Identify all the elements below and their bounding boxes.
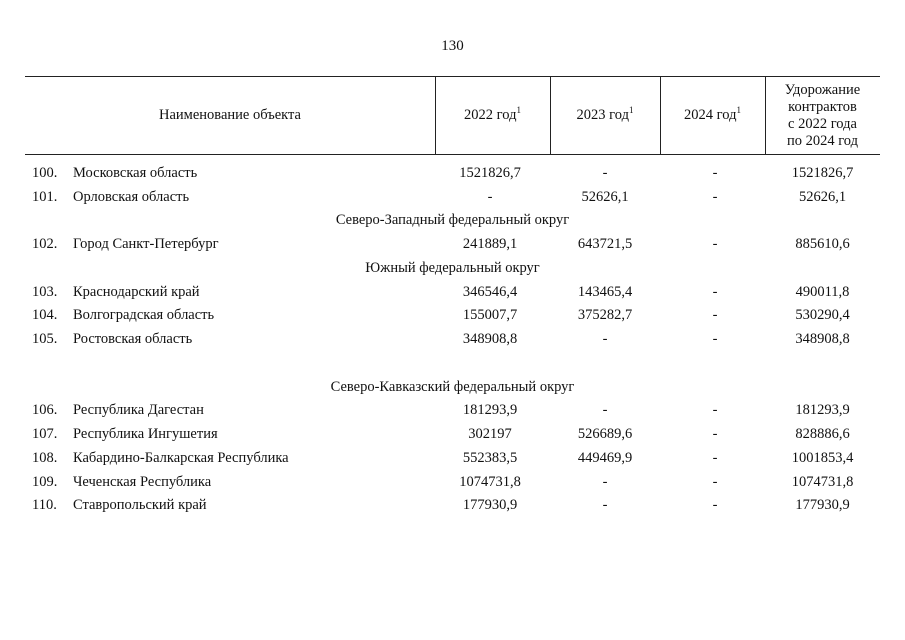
cell-2022: 552383,5: [462, 450, 518, 466]
cell-2022: 155007,7: [462, 307, 518, 323]
table-row: [25, 424, 880, 444]
cell-2023: -: [602, 497, 608, 513]
cell-total: 52626,1: [798, 189, 847, 205]
row-number: 104.: [32, 307, 58, 323]
table-row: [25, 448, 880, 468]
cell-total: 348908,8: [795, 331, 850, 347]
page-number: 130: [441, 38, 464, 54]
row-number: 105.: [32, 331, 58, 347]
row-name: Кабардино-Балкарская Республика: [73, 450, 289, 466]
table-row: [25, 163, 880, 183]
cell-2023: 52626,1: [581, 189, 629, 205]
row-number: 109.: [32, 474, 58, 490]
footnote-marker: 1: [736, 105, 741, 115]
cell-total: 1521826,7: [791, 165, 854, 181]
header-2023: [550, 77, 660, 154]
table-row: [25, 495, 880, 515]
cell-2024: -: [712, 331, 718, 347]
header-name-label: Наименование объекта: [159, 107, 301, 123]
row-name: Краснодарский край: [73, 284, 200, 300]
header-increase-line: по 2024 год: [786, 132, 859, 149]
cell-2022: 1074731,8: [459, 474, 521, 490]
header-increase-line: Удорожание: [784, 81, 861, 98]
cell-2022: -: [487, 189, 493, 205]
cell-2024: -: [712, 284, 718, 300]
row-name: Республика Дагестан: [73, 402, 204, 418]
table-row: [25, 400, 880, 420]
cell-2023: -: [602, 165, 608, 181]
table-row: [25, 282, 880, 302]
cell-2024: -: [712, 165, 718, 181]
district-heading: [25, 258, 880, 278]
cell-2023: 375282,7: [577, 307, 633, 323]
header-increase-line: с 2022 года: [788, 115, 857, 132]
cell-2024: -: [712, 402, 718, 418]
footnote-marker: 1: [516, 105, 521, 115]
header-2022-label: 2022 год: [464, 107, 517, 123]
footnote-marker: 1: [628, 105, 634, 115]
header-2023-label: 2023 год: [576, 107, 629, 123]
cell-2024: -: [712, 236, 718, 252]
row-number: 103.: [32, 284, 58, 300]
row-number: 106.: [32, 402, 58, 418]
cell-2024: -: [712, 426, 718, 442]
district-heading-label: Южный федеральный округ: [365, 260, 540, 276]
row-name: Ростовская область: [73, 331, 193, 347]
district-heading: [25, 210, 880, 230]
table-row: [25, 329, 880, 349]
cell-2022: 346546,4: [462, 284, 518, 300]
cell-2023: 526689,6: [577, 426, 633, 442]
district-heading: [25, 377, 880, 397]
district-heading-label: Северо-Кавказский федеральный округ: [330, 379, 575, 395]
table-row: [25, 234, 880, 254]
row-name: Московская область: [73, 165, 198, 181]
cell-2022: 1521826,7: [459, 165, 521, 181]
header-2024: [660, 77, 765, 154]
cell-2024: -: [712, 450, 718, 466]
header-increase-line: контрактов: [788, 98, 857, 115]
cell-2023: -: [602, 402, 608, 418]
row-name: Республика Ингушетия: [73, 426, 218, 442]
row-number: 101.: [32, 189, 58, 205]
cell-2023: -: [602, 474, 608, 490]
cell-2023: 449469,9: [577, 450, 633, 466]
cell-2024: -: [712, 189, 718, 205]
row-name: Чеченская Республика: [73, 474, 212, 490]
row-number: 110.: [32, 497, 57, 513]
table-header: [25, 76, 880, 155]
cell-2024: -: [712, 497, 718, 513]
cell-total: 530290,4: [795, 307, 850, 323]
header-2024-label: 2024 год: [684, 107, 737, 123]
cell-2022: 302197: [468, 426, 512, 442]
cell-total: 885610,6: [795, 236, 850, 252]
header-increase: [765, 77, 880, 154]
row-number: 107.: [32, 426, 58, 442]
row-name: Орловская область: [73, 189, 190, 205]
header-name: [25, 77, 435, 154]
row-name: Волгоградская область: [73, 307, 215, 323]
row-number: 102.: [32, 236, 58, 252]
table-row: [25, 472, 880, 492]
cell-2022: 241889,1: [462, 236, 518, 252]
header-2022: [435, 77, 550, 154]
row-number: 100.: [32, 165, 58, 181]
cell-total: 1001853,4: [791, 450, 854, 466]
district-heading-label: Северо-Западный федеральный округ: [335, 212, 570, 228]
cell-2023: -: [602, 331, 608, 347]
cell-2024: -: [712, 474, 718, 490]
table-row: [25, 187, 880, 207]
cell-2022: 177930,9: [462, 497, 518, 513]
cell-2022: 348908,8: [462, 331, 518, 347]
cell-total: 177930,9: [795, 497, 850, 513]
cell-2023: 143465,4: [577, 284, 633, 300]
cell-2023: 643721,5: [577, 236, 633, 252]
cell-2022: 181293,9: [462, 402, 518, 418]
row-number: 108.: [32, 450, 58, 466]
table-row: [25, 305, 880, 325]
row-name: Ставропольский край: [73, 497, 207, 513]
cell-total: 828886,6: [795, 426, 850, 442]
cell-2024: -: [712, 307, 718, 323]
row-name: Город Санкт-Петербург: [73, 236, 219, 252]
cell-total: 1074731,8: [791, 474, 854, 490]
cell-total: 490011,8: [795, 284, 850, 300]
cell-total: 181293,9: [795, 402, 850, 418]
